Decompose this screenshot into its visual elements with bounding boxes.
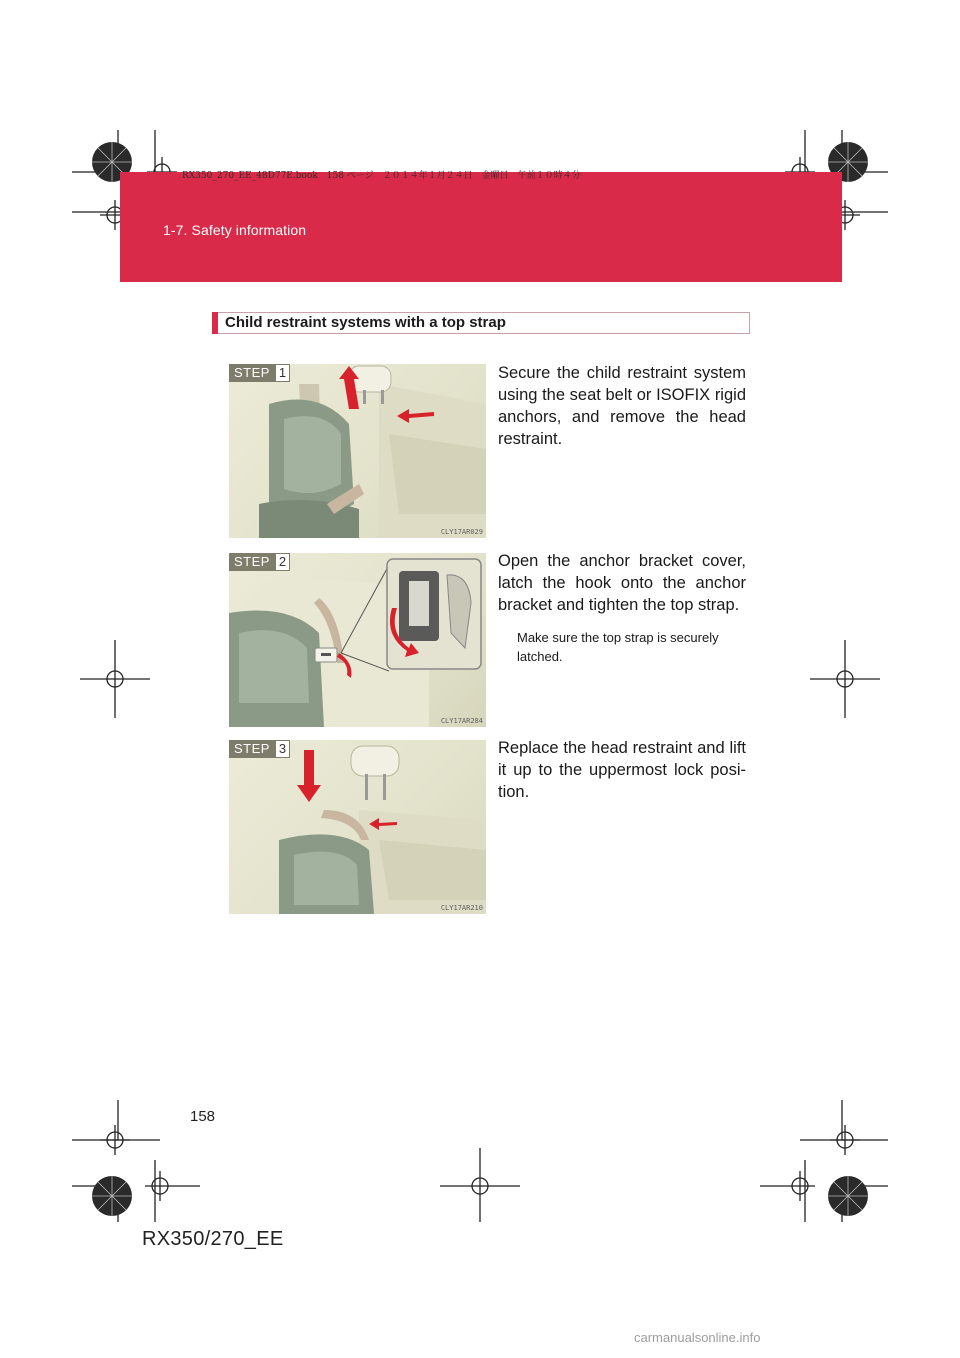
section-heading: Child restraint systems with a top strap [225,314,506,331]
step-2-note: Make sure the top strap is securely latched. [517,630,719,664]
step-number: 1 [275,364,290,382]
step-1-text: Secure the child restraint system using the seat belt or ISOFIX rigid anchors, and remove the head restraint. [498,364,746,448]
section-heading-accent [212,312,218,334]
step-3-badge [229,740,290,758]
seat-diagram-3 [229,740,486,914]
step-1-badge [229,364,290,382]
watermark: carmanualsonline.info [634,1330,761,1345]
step-2-badge [229,553,290,571]
step-2-text: Open the anchor bracket cover, latch the hook onto the anchor bracket and tighten the top strap. [498,552,746,614]
image-code: CLY17AR210 [440,904,483,912]
section-label: 1-7. Safety information [163,222,307,238]
step-label: STEP [229,740,275,758]
step-3-illustration [229,740,486,914]
step-number: 2 [275,553,290,571]
step-label: STEP [229,553,275,571]
step-3-text: Replace the head restraint and lift it up to the uppermost lock posi-tion. [498,739,746,801]
step-2-illustration [229,553,486,727]
image-code: CLY17AR029 [440,528,483,536]
step-1-illustration [229,364,486,538]
step-label: STEP [229,364,275,382]
model-code: RX350/270_EE [142,1228,284,1250]
step-number: 3 [275,740,290,758]
seat-diagram-1 [229,364,486,538]
seat-diagram-2 [229,553,486,727]
image-code: CLY17AR284 [440,717,483,725]
print-info: RX350_270_EE_48D77E.book 158 ページ ２０１４年１月２４日 金曜日 午前１０時４分 [182,171,581,181]
down-arrow-icon [297,750,321,802]
page-number: 158 [190,1108,216,1125]
